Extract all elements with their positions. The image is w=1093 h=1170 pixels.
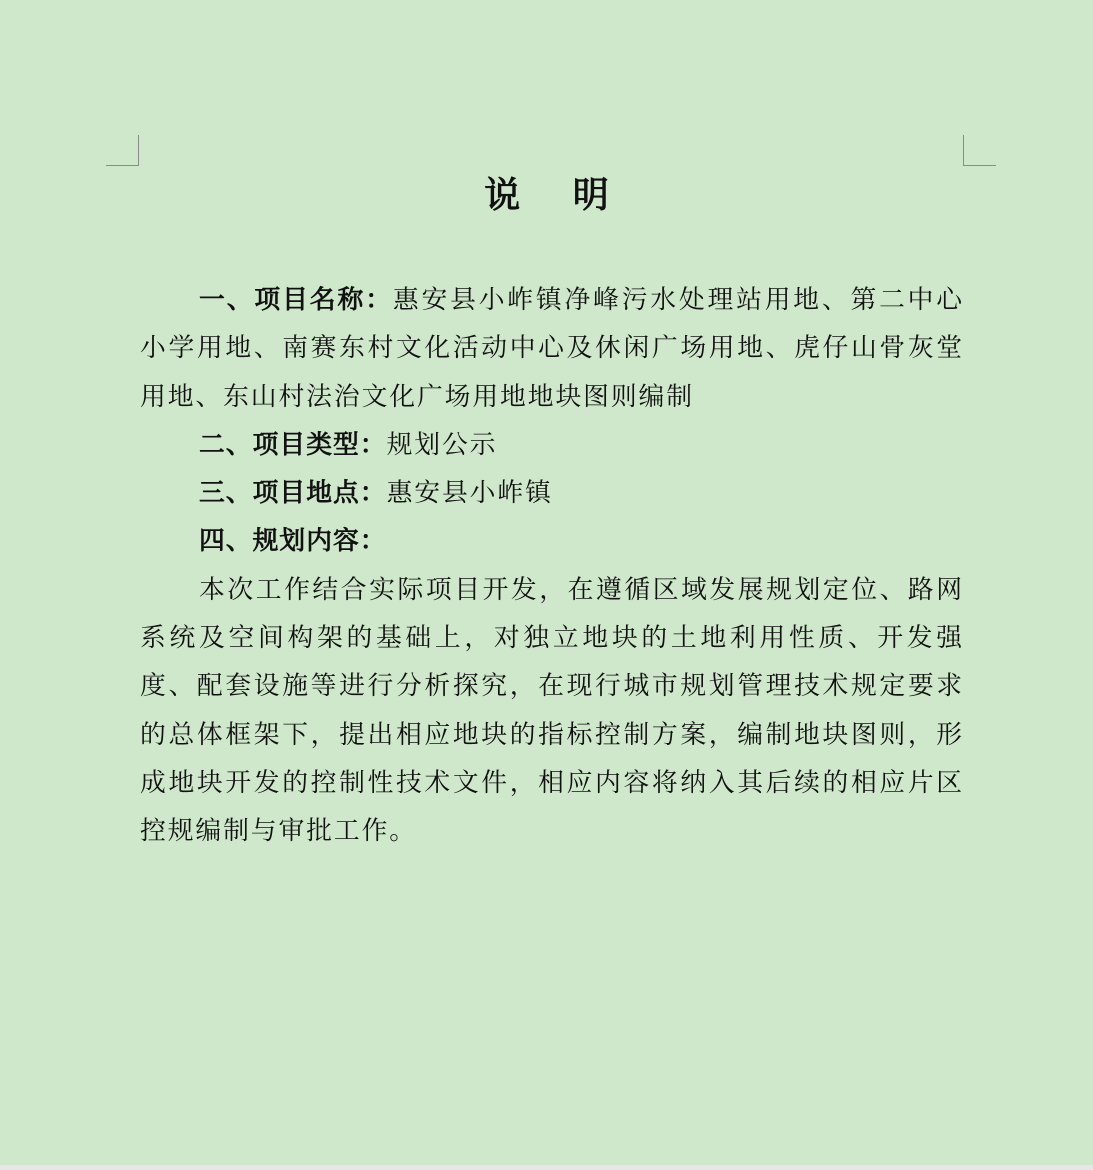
- page-bottom-edge: [0, 1165, 1093, 1170]
- section-project-name: [140, 276, 964, 421]
- document-body: [140, 276, 964, 856]
- document-title: 说 明: [484, 175, 629, 216]
- body-paragraph: 本次工作结合实际项目开发，在遵循区域发展规划定位、路网系统及空间构架的基础上，对独立地块的土地利用性质、开发强度、配套设施等进行分析探究，在现行城市规划管理技术规定要求的总体框架下，提出相应地块的指标控制方案，编制地块图则，形成地块开发的控制性技术文件，相应内容将纳入其后续的相应片区控规编制与审批工作。: [140, 574, 964, 847]
- page-corner-mark-top-right: [963, 135, 996, 166]
- section-planning-content: [140, 517, 964, 565]
- section-text: 惠安县小岞镇: [386, 478, 553, 509]
- section-text: 惠安县小岞镇净峰污水处理站用地、第二中心小学用地、南赛东村文化活动中心及休闲广场用地、虎仔山骨灰堂用地、东山村法治文化广场用地地块图则编制: [140, 285, 964, 412]
- section-project-type: [140, 421, 964, 469]
- section-label: 四、规划内容：: [199, 526, 387, 557]
- page-corner-mark-top-left: [106, 135, 139, 166]
- section-label: 三、项目地点：: [199, 478, 387, 509]
- section-text: 规划公示: [386, 429, 498, 460]
- section-label: 一、项目名称：: [199, 285, 393, 315]
- section-project-location: [140, 469, 964, 517]
- section-label: 二、项目类型：: [199, 429, 387, 460]
